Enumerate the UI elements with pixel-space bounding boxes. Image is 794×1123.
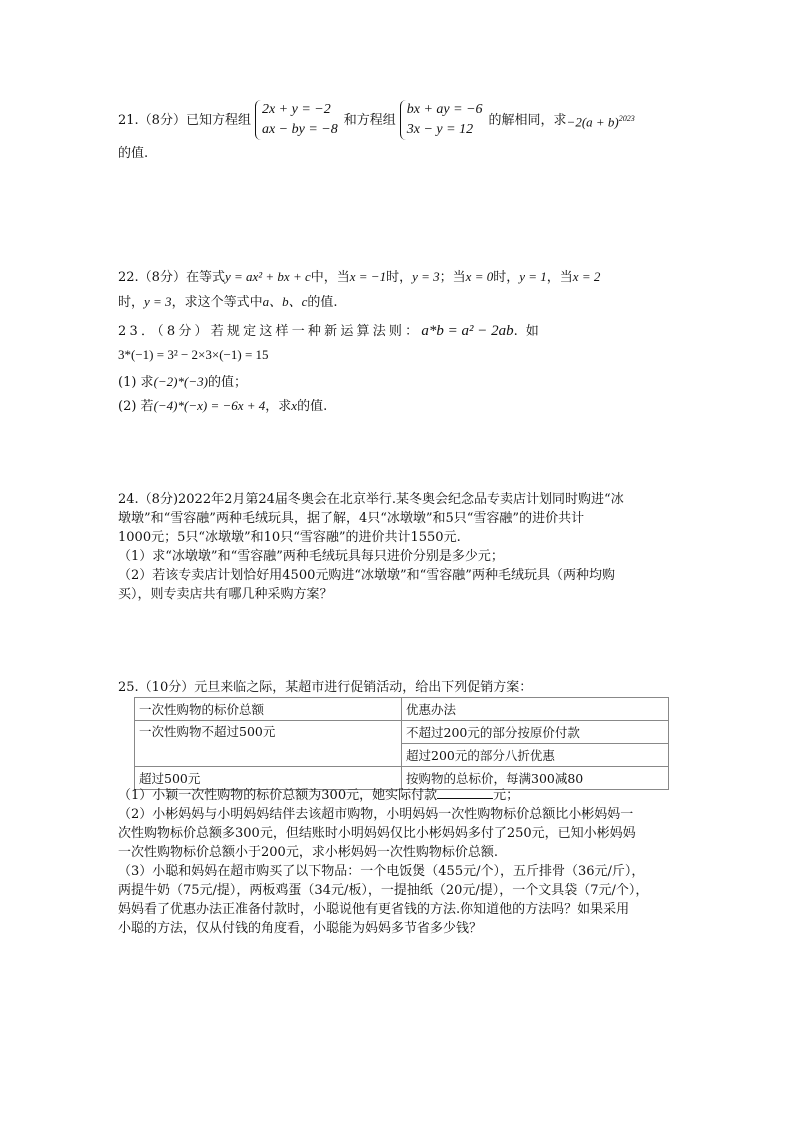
- q22-text-3: 时，: [386, 270, 413, 285]
- q23-heading: 23．（8分）若规定这样一种新运算法则：: [118, 324, 422, 339]
- q21-sys2-eq2: 3x − y = 12: [406, 122, 474, 137]
- q21-sys2-eq1: bx + ay = −6: [406, 102, 483, 117]
- table-cell: 超过500元: [135, 767, 402, 790]
- q22-text-5: 时，: [493, 270, 520, 285]
- q21-suffix: 的解相同，求: [488, 112, 567, 128]
- q25-part1-text: （1）小颖一次性购物的标价总额为300元，她实际付款: [118, 788, 438, 803]
- q22-cond-1: x = −1: [349, 269, 387, 284]
- q22-cond-2: y = 3: [412, 269, 440, 284]
- q21-mid: 和方程组: [343, 112, 396, 128]
- q21-system-2: [400, 100, 487, 140]
- q22-cond-6: y = 3: [144, 294, 172, 309]
- q22-text-9: 的值.: [307, 295, 338, 310]
- q25-part3-line: 小聪的方法，仅从付钱的角度看，小聪能为妈妈多节省多少钱？: [118, 921, 483, 936]
- table-cell: 一次性购物不超过500元: [135, 721, 402, 767]
- q23-rule: a*b = a² − 2ab: [421, 323, 514, 339]
- q24-line: 墩墩”和“雪容融”两种毛绒玩具，据了解，4只“冰墩墩”和5只“雪容融”的进价共计: [118, 511, 585, 526]
- q23-part2-text: ，求: [265, 399, 292, 414]
- q21-expr: $-2(a + b)^{2023}$: [566, 113, 635, 130]
- q21-exponent: 2023: [618, 113, 635, 123]
- q25-part1-end: 元；: [493, 788, 520, 803]
- q21-line2: 的值.: [118, 146, 149, 161]
- table-header-amount: 一次性购物的标价总额: [135, 698, 402, 721]
- q24-line: （2）若该专卖店计划恰好用4500元购进“冰墩墩”和“雪容融”两种毛绒玩具（两种均购: [118, 568, 615, 583]
- q22-equation: y = ax² + bx + c: [224, 269, 311, 284]
- table-cell: 按购物的总标价，每满300减80: [402, 767, 669, 790]
- q24-line: 1000元；5只“冰墩墩”和10只“雪容融”的进价共计1550元.: [118, 530, 461, 545]
- question-23: [118, 320, 674, 418]
- table-cell: 不超过200元的部分按原价付款: [402, 721, 669, 744]
- q22-text-6: ，当: [546, 270, 573, 285]
- q22-text-1: 22.（8分）在等式: [118, 270, 225, 285]
- q22-text-2: 中，当: [310, 270, 350, 285]
- question-25-heading: 25.（10分）元旦来临之际，某超市进行促销活动，给出下列促销方案：: [118, 680, 533, 695]
- question-22: [118, 265, 674, 315]
- q22-vars: a、b、c: [262, 294, 308, 309]
- q23-part1-text: 的值；: [207, 375, 247, 390]
- table-row: [135, 721, 669, 744]
- q21-sys1-eq2: ax − by = −8: [261, 122, 338, 137]
- q21-system-1: [255, 100, 342, 140]
- q22-cond-4: y = 1: [519, 269, 547, 284]
- q23-part2-end: 的值.: [297, 399, 328, 414]
- q25-part2-line: （2）小彬妈妈与小明妈妈结伴去该超市购物，小明妈妈一次性购物标价总额比小彬妈妈一: [118, 807, 634, 822]
- q23-part2-label: (2) 若: [118, 399, 154, 414]
- q23-part2-expr: (−4)*(−x) = −6x + 4: [153, 398, 266, 413]
- promotion-table: [134, 697, 669, 790]
- q22-text-8: ，求这个等式中: [171, 295, 263, 310]
- q21-sys1-eq1: 2x + y = −2: [261, 102, 331, 117]
- table-row: [135, 698, 669, 721]
- q22-text-7: 时，: [118, 295, 145, 310]
- q24-line: （1）求“冰墩墩”和“雪容融”两种毛绒玩具每只进价分别是多少元；: [118, 549, 504, 564]
- q23-part2-var: x: [291, 398, 298, 413]
- q21-prefix: 21.（8分）已知方程组: [118, 112, 251, 128]
- question-24: [118, 490, 674, 604]
- q23-example: 3*(−1) = 3² − 2×3×(−1) = 15: [118, 347, 269, 362]
- q23-part1-expr: (−2)*(−3): [153, 374, 208, 389]
- question-25-parts: [118, 786, 674, 938]
- q22-cond-5: x = 2: [572, 269, 601, 284]
- q22-text-4: ；当: [439, 270, 466, 285]
- table-header-discount: 优惠办法: [402, 698, 669, 721]
- q25-part2-line: 一次性购物标价总额小于200元，求小彬妈妈一次性购物标价总额.: [118, 845, 498, 860]
- answer-blank[interactable]: [437, 786, 493, 799]
- question-21: [118, 100, 674, 163]
- q25-part3-line: 两提牛奶（75元/提），两板鸡蛋（34元/板），一提抽纸（20元/提），一个文具袋（7元/个），: [118, 883, 649, 898]
- table-cell: 超过200元的部分八折优惠: [402, 744, 669, 767]
- q23-heading-2: .如: [513, 324, 547, 339]
- q24-line: 24.（8分)2022年2月第24届冬奥会在北京举行.某冬奥会纪念品专卖店计划同时购进“冰: [118, 492, 624, 507]
- q25-part3-line: 妈妈看了优惠办法正准备付款时，小聪说他有更省钱的方法.你知道他的方法吗？如果采用: [118, 902, 630, 917]
- q24-line: 买），则专卖店共有哪几种采购方案？: [118, 587, 333, 602]
- q25-part2-line: 次性购物标价总额多300元，但结账时小明妈妈仅比小彬妈妈多付了250元，已知小彬妈妈: [118, 826, 636, 841]
- q25-part3-line: （3）小聪和妈妈在超市购买了以下物品：一个电饭煲（455元/个），五斤排骨（36元/斤），: [118, 864, 645, 879]
- q23-part1-label: (1) 求: [118, 375, 154, 390]
- q22-cond-3: x = 0: [465, 269, 494, 284]
